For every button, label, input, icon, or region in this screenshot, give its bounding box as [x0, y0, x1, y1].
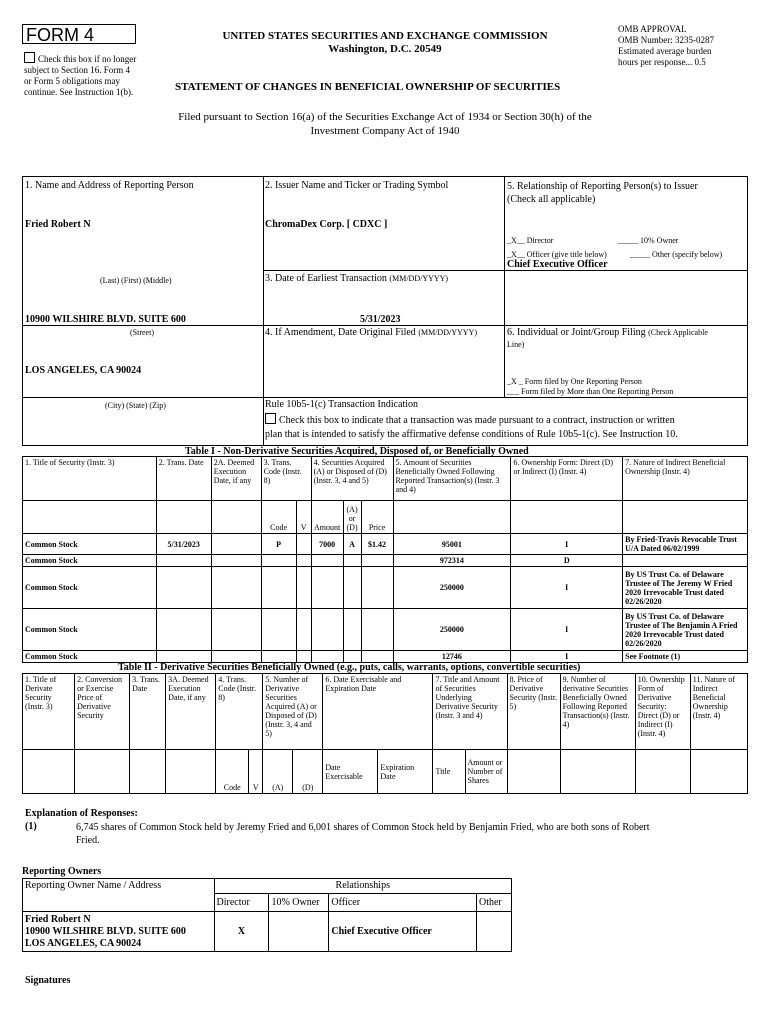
owners-col-ten: 10% Owner — [269, 894, 329, 912]
omb-line-1: OMB APPROVAL — [618, 24, 687, 34]
t1-header-form: 6. Ownership Form: Direct (D) or Indirect (I) (Instr. 4) — [511, 457, 623, 501]
row-price — [361, 609, 393, 651]
t2-sub-v: V — [249, 750, 263, 794]
row-amount: 7000 — [311, 534, 343, 555]
omb-approval — [618, 24, 768, 68]
row-code — [261, 567, 296, 609]
row-nature: By Fried-Travis Revocable Trust U/A Dated 06/02/1999 — [623, 534, 748, 555]
row-deemed — [211, 567, 261, 609]
t2-sub-a: (A) — [263, 750, 293, 794]
row-amount — [311, 609, 343, 651]
t1-sub-code: Code — [261, 501, 296, 534]
person-label: 1. Name and Address of Reporting Person — [25, 180, 194, 191]
street-label: (Street) — [130, 328, 154, 337]
row-v — [296, 567, 311, 609]
t1-sub-price: Price — [361, 501, 393, 534]
section16-checkbox[interactable] — [24, 52, 35, 63]
row-amount — [311, 567, 343, 609]
amend-label — [265, 327, 477, 338]
row-nature: By US Trust Co. of Delaware Trustee of The Jeremy W Fried 2020 Irrevocable Trust dated 02/26/2020 — [623, 567, 748, 609]
ten-pct-check[interactable]: _____ 10% Owner — [618, 236, 679, 245]
row-nature: See Footnote (1) — [623, 651, 748, 663]
t2-header-exercisable: 6. Date Exercisable and Expiration Date — [323, 674, 433, 750]
t2-header-date: 3. Trans. Date — [130, 674, 166, 750]
row-ad — [343, 567, 361, 609]
row-v — [296, 555, 311, 567]
person-street: 10900 WILSHIRE BLVD. SUITE 600 — [25, 314, 186, 325]
rule-checkbox[interactable] — [265, 413, 276, 424]
t2-header-underlying: 7. Title and Amount of Securities Underlying Derivative Security (Instr. 3 and 4) — [433, 674, 507, 750]
rule-text-2: plan that is intended to satisfy the affirmative defense conditions of Rule 10b5-1(c). See Instruction 10. — [265, 429, 678, 440]
amend-label-text: 4. If Amendment, Date Original Filed — [265, 327, 416, 338]
row-ad — [343, 555, 361, 567]
owner-name-address — [23, 912, 215, 952]
owners-heading: Reporting Owners — [22, 866, 102, 877]
omb-line-4: hours per response... 0.5 — [618, 57, 706, 67]
row-title: Common Stock — [23, 534, 157, 555]
filing-one[interactable]: _X _ Form filed by One Reporting Person — [507, 377, 642, 386]
t1-header-code: 3. Trans. Code (Instr. 8) — [261, 457, 311, 501]
row-ad: A — [343, 534, 361, 555]
t1-header-nature: 7. Nature of Indirect Beneficial Ownership (Instr. 4) — [623, 457, 748, 501]
issuer-name: ChromaDex Corp. [ CDXC ] — [265, 219, 388, 230]
row-owned: 12746 — [393, 651, 511, 663]
row-owned: 972314 — [393, 555, 511, 567]
t2-header-number: 5. Number of Derivative Securities Acquired (A) or Disposed of (D) (Instr. 3, 4 and 5) — [263, 674, 323, 750]
t2-header-conversion: 2. Conversion or Exercise Price of Derivative Security — [75, 674, 130, 750]
agency-name: UNITED STATES SECURITIES AND EXCHANGE COMMISSION — [222, 30, 548, 42]
footnote-line-2: Fried. — [76, 835, 100, 846]
statement-title: STATEMENT OF CHANGES IN BENEFICIAL OWNERSHIP OF SECURITIES — [175, 81, 561, 93]
owners-table — [22, 878, 512, 952]
agency-block — [170, 30, 600, 56]
footnote-text — [76, 821, 756, 847]
row-owned: 250000 — [393, 567, 511, 609]
row-title: Common Stock — [23, 651, 157, 663]
rule-text-1: Check this box to indicate that a transaction was made pursuant to a contract, instruction or written — [279, 415, 675, 426]
filing-label — [507, 327, 745, 351]
person-name-parts: (Last) (First) (Middle) — [100, 276, 172, 285]
filed-line-1: Filed pursuant to Section 16(a) of the Securities Exchange Act of 1934 or Section 30(h) of the — [178, 111, 592, 123]
row-deemed — [211, 609, 261, 651]
t2-header-owned: 9. Number of derivative Securities Beneficially Owned Following Reported Transaction(s) (Instr. 4) — [560, 674, 635, 750]
row-deemed — [211, 534, 261, 555]
relationship-label-2: (Check all applicable) — [507, 194, 596, 205]
row-deemed — [211, 651, 261, 663]
row-title: Common Stock — [23, 609, 157, 651]
row-code: P — [261, 534, 296, 555]
row-price — [361, 555, 393, 567]
form-title: FORM 4 — [22, 24, 136, 44]
row-form: I — [511, 534, 623, 555]
footnote-number: (1) — [25, 821, 37, 832]
footnote-line-1: 6,745 shares of Common Stock held by Jeremy Fried and 6,001 shares of Common Stock held by Benjamin Fried, who are both sons of Robert — [76, 822, 650, 833]
earliest-date: 5/31/2023 — [360, 314, 401, 325]
officer-check[interactable]: _X__ Officer (give title below) — [507, 250, 607, 259]
check-text-1: Check this box if no longer — [38, 54, 137, 64]
officer-title: Chief Executive Officer — [507, 259, 608, 270]
owner-street: 10900 WILSHIRE BLVD. SUITE 600 — [25, 925, 186, 937]
row-nature: By US Trust Co. of Delaware Trustee of The Benjamin A Fried 2020 Irrevocable Trust dated 02/26/2020 — [623, 609, 748, 651]
row-form: I — [511, 609, 623, 651]
row-owned: 250000 — [393, 609, 511, 651]
t2-header-deemed: 3A. Deemed Execution Date, if any — [166, 674, 216, 750]
owner-ten — [269, 912, 329, 952]
t1-header-amount: 5. Amount of Securities Beneficially Owned Following Reported Transaction(s) (Instr. 3 and 4) — [393, 457, 511, 501]
t1-header-title: 1. Title of Security (Instr. 3) — [23, 457, 157, 501]
t2-header-form: 10. Ownership Form of Derivative Security: Direct (D) or Indirect (I) (Instr. 4) — [635, 674, 690, 750]
section16-check — [24, 52, 159, 98]
director-check[interactable]: _X__ Director — [507, 236, 554, 245]
row-ad — [343, 651, 361, 663]
row-owned: 95001 — [393, 534, 511, 555]
table-row — [23, 609, 748, 651]
owners-col-officer: Officer — [329, 894, 477, 912]
row-nature — [623, 555, 748, 567]
t2-sub-code: Code — [216, 750, 249, 794]
t2-sub-amount: Amount or Number of Shares — [465, 750, 507, 794]
relationship-label-1: 5. Relationship of Reporting Person(s) to Issuer — [507, 181, 698, 192]
row-form: D — [511, 555, 623, 567]
earliest-date-fmt: (MM/DD/YYYY) — [389, 274, 449, 283]
row-date — [156, 651, 211, 663]
person-city: LOS ANGELES, CA 90024 — [25, 365, 142, 376]
table2-title: Table II - Derivative Securities Beneficially Owned (e.g., puts, calls, warrants, options, convertible securities) — [118, 662, 581, 673]
owner-city: LOS ANGELES, CA 90024 — [25, 937, 142, 949]
other-check[interactable]: _____ Other (specify below) — [630, 250, 723, 259]
t1-header-deemed: 2A. Deemed Execution Date, if any — [211, 457, 261, 501]
owners-row — [23, 912, 512, 952]
filed-pursuant — [60, 110, 710, 138]
t2-sub-d: (D) — [293, 750, 323, 794]
city-label: (City) (State) (Zip) — [105, 401, 166, 410]
issuer-label: 2. Issuer Name and Ticker or Trading Symbol — [265, 180, 449, 191]
row-v — [296, 534, 311, 555]
row-v — [296, 651, 311, 663]
rule-label: Rule 10b5-1(c) Transaction Indication — [265, 399, 419, 410]
owners-col-name: Reporting Owner Name / Address — [23, 879, 215, 912]
t2-header-price: 8. Price of Derivative Security (Instr. 5) — [507, 674, 560, 750]
owner-officer: Chief Executive Officer — [329, 912, 477, 952]
t2-sub-exp: Expiration Date — [378, 750, 433, 794]
row-ad — [343, 609, 361, 651]
row-v — [296, 609, 311, 651]
filing-more[interactable]: ___ Form filed by More than One Reporting Person — [507, 387, 674, 396]
relationship-label — [507, 180, 745, 206]
earliest-date-label-text: 3. Date of Earliest Transaction — [265, 273, 387, 284]
row-amount — [311, 651, 343, 663]
row-date — [156, 609, 211, 651]
table-row — [23, 534, 748, 555]
t2-header-nature: 11. Nature of Indirect Beneficial Ownership (Instr. 4) — [690, 674, 747, 750]
row-date: 5/31/2023 — [156, 534, 211, 555]
person-name: Fried Robert N — [25, 219, 91, 230]
owners-col-director: Director — [214, 894, 269, 912]
owners-col-relationships: Relationships — [214, 879, 511, 894]
row-form: I — [511, 567, 623, 609]
t2-sub-date-ex: Date Exercisable — [323, 750, 378, 794]
row-price — [361, 567, 393, 609]
check-text-4: continue. See Instruction 1(b). — [24, 87, 134, 97]
row-date — [156, 555, 211, 567]
table1-title: Table I - Non-Derivative Securities Acquired, Disposed of, or Beneficially Owned — [185, 446, 529, 457]
filing-label-small: (Check Applicable — [648, 328, 708, 337]
owners-col-other: Other — [476, 894, 511, 912]
explanation-heading: Explanation of Responses: — [25, 808, 138, 819]
table-row — [23, 567, 748, 609]
earliest-date-label — [265, 273, 448, 284]
t1-header-date: 2. Trans. Date — [156, 457, 211, 501]
owner-name: Fried Robert N — [25, 913, 91, 925]
omb-line-2: OMB Number: 3235-0287 — [618, 35, 714, 45]
filed-line-2: Investment Company Act of 1940 — [310, 125, 460, 137]
row-deemed — [211, 555, 261, 567]
filing-label-line2: Line) — [507, 340, 525, 349]
owner-other — [476, 912, 511, 952]
t1-sub-v: V — [296, 501, 311, 534]
row-price — [361, 651, 393, 663]
t2-sub-title: Title — [433, 750, 465, 794]
table-row — [23, 555, 748, 567]
row-date — [156, 567, 211, 609]
table1 — [22, 456, 748, 663]
row-code — [261, 651, 296, 663]
row-title: Common Stock — [23, 567, 157, 609]
row-title: Common Stock — [23, 555, 157, 567]
signatures-heading: Signatures — [25, 975, 71, 986]
t2-header-code: 4. Trans. Code (Instr. 8) — [216, 674, 263, 750]
row-form: I — [511, 651, 623, 663]
amend-fmt: (MM/DD/YYYY) — [418, 328, 477, 337]
t2-header-title: 1. Title of Derivate Security (Instr. 3) — [23, 674, 75, 750]
rule-text — [265, 413, 745, 442]
omb-line-3: Estimated average burden — [618, 46, 712, 56]
check-text-3: or Form 5 obligations may — [24, 76, 120, 86]
filing-label-text: 6. Individual or Joint/Group Filing — [507, 327, 646, 338]
row-code — [261, 609, 296, 651]
agency-city: Washington, D.C. 20549 — [328, 43, 442, 55]
check-text-2: subject to Section 16. Form 4 — [24, 65, 130, 75]
row-price: $1.42 — [361, 534, 393, 555]
table2 — [22, 673, 748, 794]
row-amount — [311, 555, 343, 567]
t1-sub-amount: Amount — [311, 501, 343, 534]
row-code — [261, 555, 296, 567]
owner-director: X — [214, 912, 269, 952]
table-row — [23, 651, 748, 663]
t1-sub-aord: (A) or (D) — [343, 501, 361, 534]
t1-header-securities: 4. Securities Acquired (A) or Disposed of (D) (Instr. 3, 4 and 5) — [311, 457, 393, 501]
